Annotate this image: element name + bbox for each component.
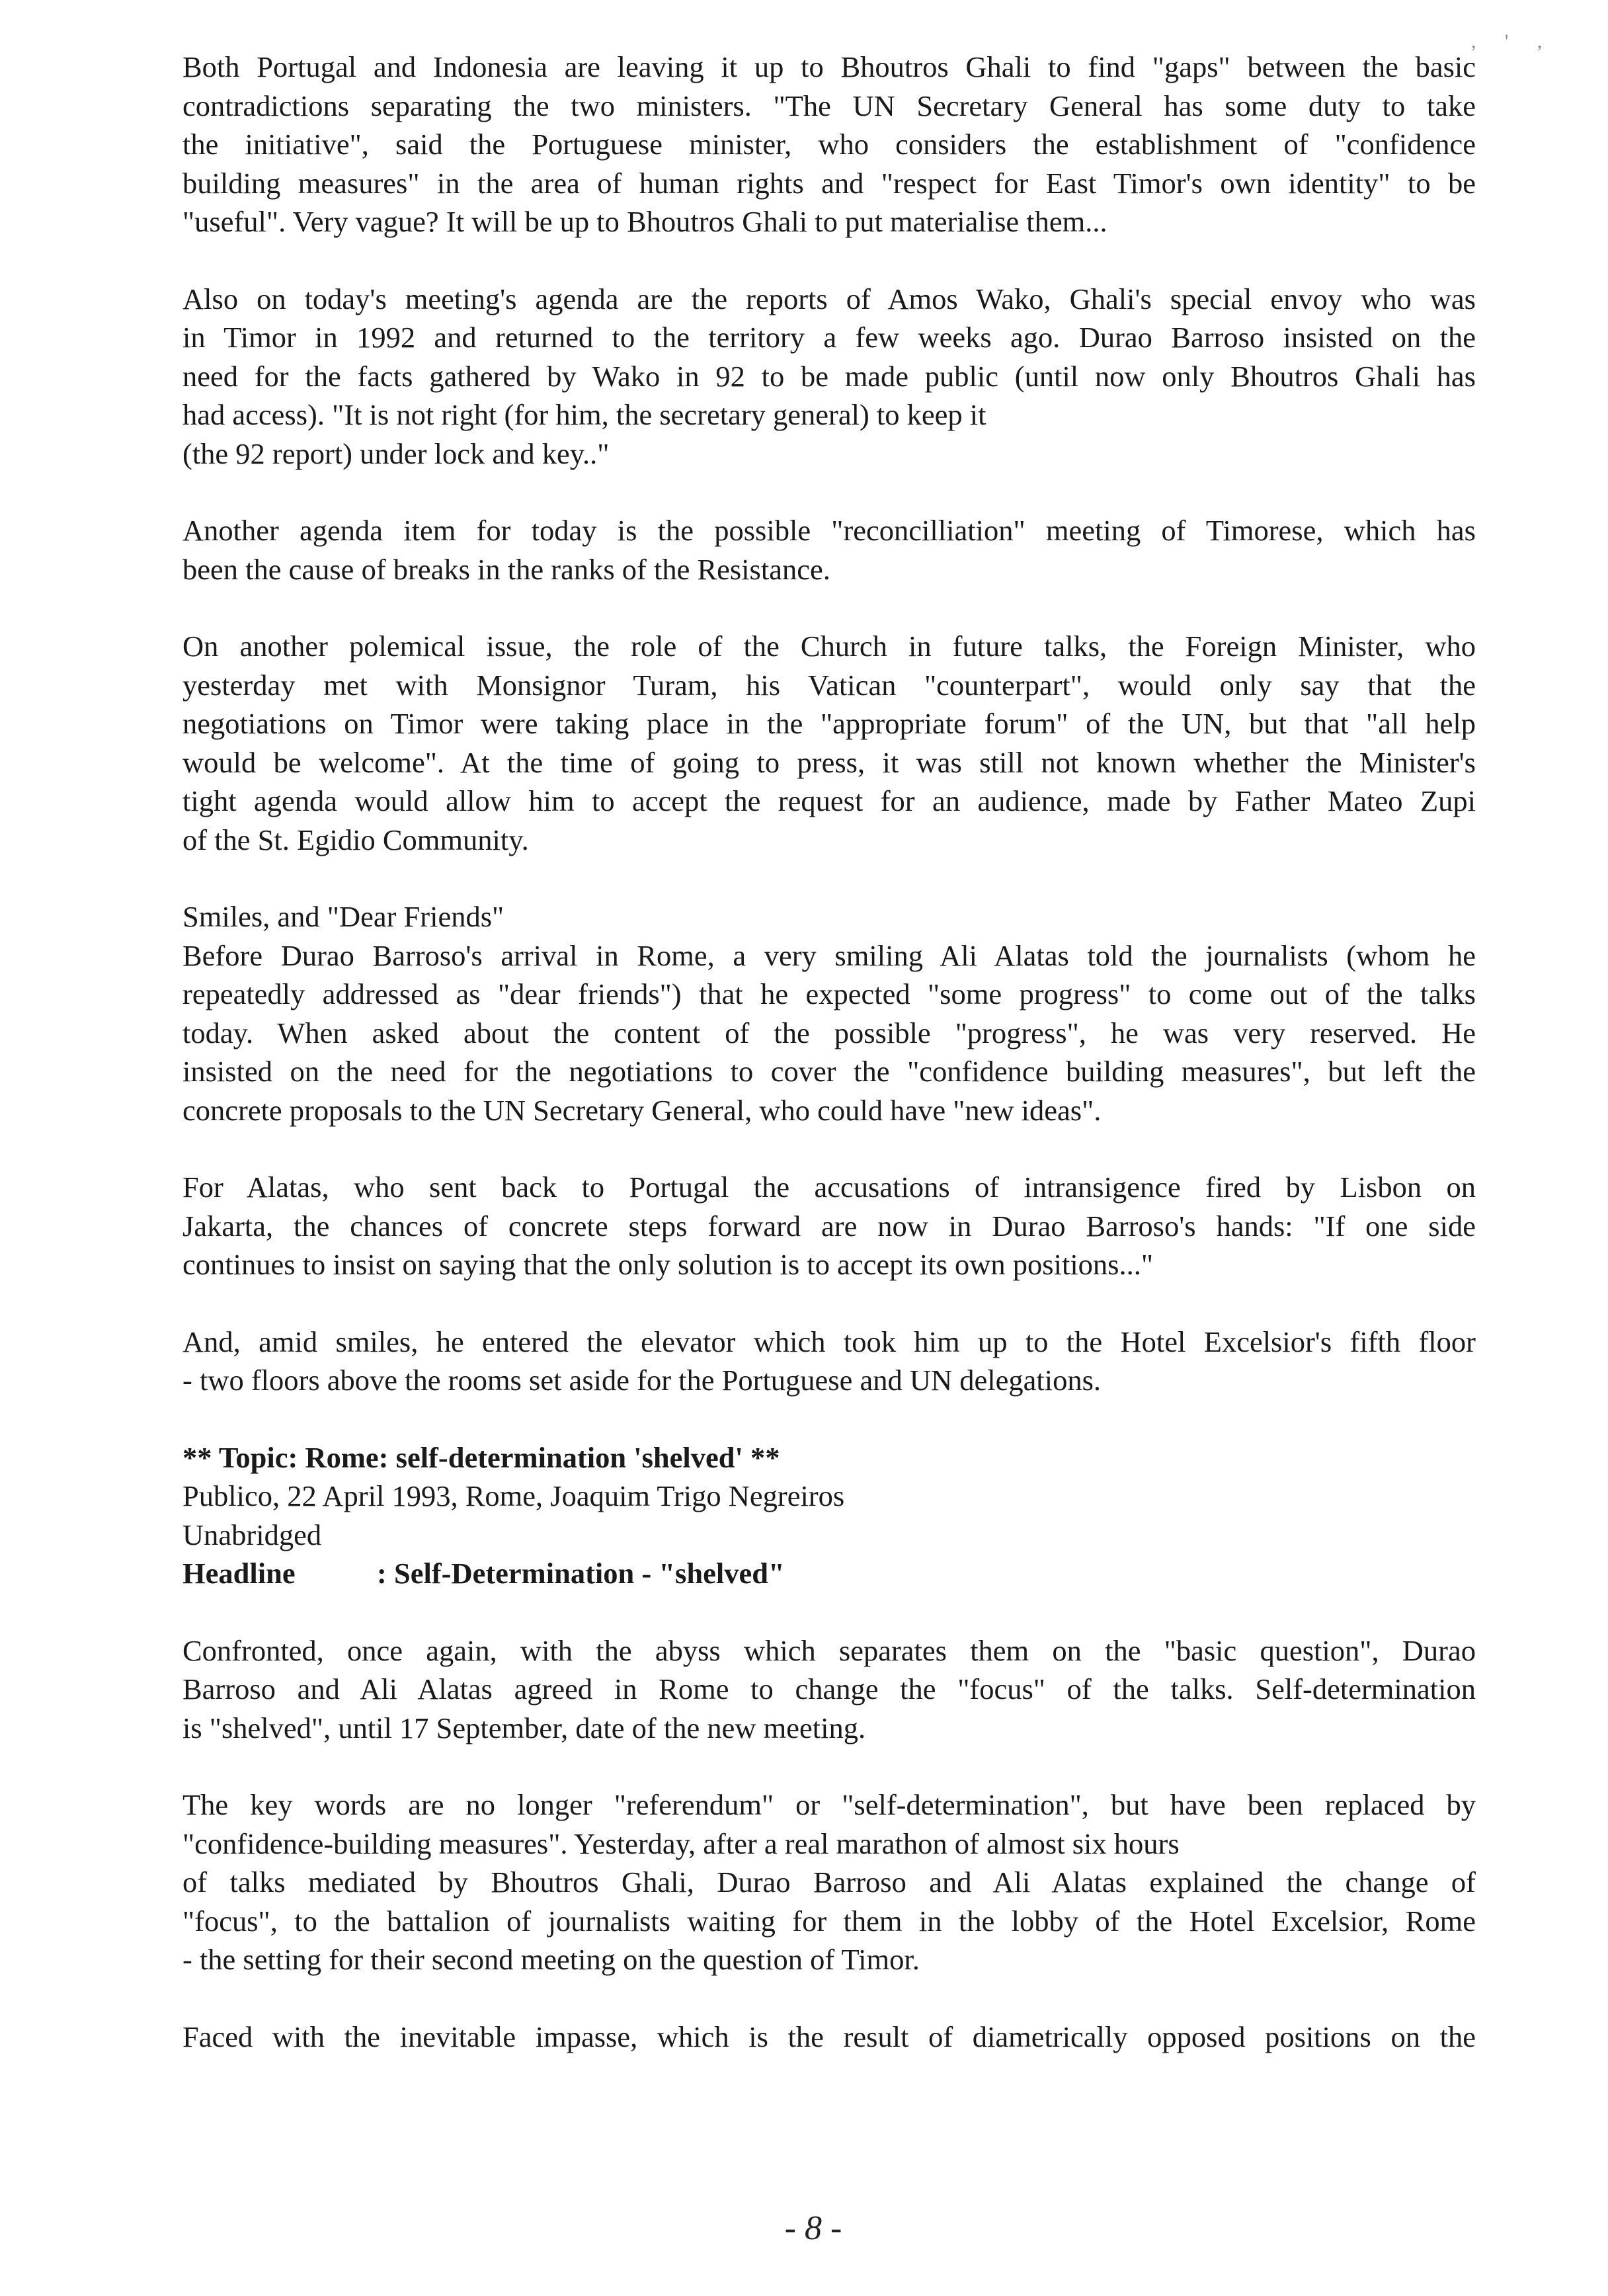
headline-label: Headline: [182, 1557, 296, 1590]
text-line: - two floors above the rooms set aside for the Portuguese and UN delegations.: [182, 1364, 1102, 1397]
paragraph-2: [182, 280, 1476, 473]
text-line: today. When asked about the content of the possible "progress", he was very reserved. He: [182, 1016, 1476, 1049]
text-line: "confidence-building measures". Yesterday, after a real marathon of almost six hours: [182, 1826, 1180, 1860]
text-line: "focus", to the battalion of journalists waiting for them in the lobby of the Hotel Excelsior, Rome: [182, 1904, 1476, 1938]
document-page: [182, 48, 1476, 2056]
text-line: On another polemical issue, the role of the Church in future talks, the Foreign Minister, who: [182, 630, 1476, 663]
article-paragraph-1: [182, 1631, 1476, 1748]
text-line: - the setting for their second meeting on the question of Timor.: [182, 1943, 920, 1976]
paragraph-6: [182, 1168, 1476, 1284]
text-line: the initiative", said the Portuguese minister, who considers the establishment of "confidence: [182, 128, 1476, 161]
text-line: insisted on the need for the negotiations to cover the "confidence building measures", but left the: [182, 1055, 1476, 1088]
text-line: repeatedly addressed as "dear friends") that he expected "some progress" to come out of the talks: [182, 977, 1476, 1010]
text-line: Before Durao Barroso's arrival in Rome, a very smiling Ali Alatas told the journalists (whom he: [182, 938, 1476, 972]
text-line: concrete proposals to the UN Secretary General, who could have "new ideas".: [182, 1093, 1102, 1127]
paragraph-4: [182, 627, 1476, 859]
text-line: Confronted, once again, with the abyss which separates them on the "basic question", Durao: [182, 1633, 1476, 1667]
text-line: Barroso and Ali Alatas agreed in Rome to change the "focus" of the talks. Self-determination: [182, 1672, 1476, 1705]
subheading: Smiles, and "Dear Friends": [182, 900, 504, 933]
text-line: is "shelved", until 17 September, date of the new meeting.: [182, 1711, 866, 1744]
paragraph-3: [182, 511, 1476, 589]
text-line: The key words are no longer "referendum" or "self-determination", but have been replaced by: [182, 1788, 1476, 1821]
scan-marks: , ' ,: [1471, 30, 1554, 52]
page-number: - 8 -: [784, 2209, 842, 2247]
text-line: (the 92 report) under lock and key..": [182, 436, 610, 470]
text-line: need for the facts gathered by Wako in 92 to be made public (until now only Bhoutros Ghali has: [182, 359, 1476, 393]
text-line: of the St. Egidio Community.: [182, 823, 529, 856]
text-line: contradictions separating the two ministers. "The UN Secretary General has some duty to take: [182, 89, 1476, 122]
text-line: continues to insist on saying that the only solution is to accept its own positions...": [182, 1248, 1154, 1281]
article-header: [182, 1438, 1476, 1593]
text-line: tight agenda would allow him to accept the request for an audience, made by Father Mateo Zupi: [182, 784, 1476, 817]
text-line: For Alatas, who sent back to Portugal the accusations of intransigence fired by Lisbon on: [182, 1170, 1476, 1204]
headline-row: [182, 1554, 1476, 1593]
source-line: Publico, 22 April 1993, Rome, Joaquim Trigo Negreiros: [182, 1479, 845, 1512]
topic-heading: ** Topic: Rome: self-determination 'shelved' **: [182, 1440, 780, 1474]
text-line: Another agenda item for today is the possible "reconcilliation" meeting of Timorese, which has: [182, 514, 1476, 547]
text-line: in Timor in 1992 and returned to the territory a few weeks ago. Durao Barroso insisted on the: [182, 321, 1476, 354]
article-paragraph-3: [182, 2018, 1476, 2057]
headline-text: : Self-Determination - "shelved": [377, 1557, 785, 1590]
paragraph-5: [182, 897, 1476, 1129]
unabridged-note: Unabridged: [182, 1518, 322, 1551]
text-line: Jakarta, the chances of concrete steps forward are now in Durao Barroso's hands: "If one side: [182, 1209, 1476, 1243]
text-line: negotiations on Timor were taking place in the "appropriate forum" of the UN, but that "all help: [182, 707, 1476, 740]
text-line: Also on today's meeting's agenda are the reports of Amos Wako, Ghali's special envoy who was: [182, 282, 1476, 315]
paragraph-1: [182, 48, 1476, 241]
text-line: yesterday met with Monsignor Turam, his Vatican "counterpart", would only say that the: [182, 668, 1476, 702]
text-line: Faced with the inevitable impasse, which is the result of diametrically opposed positions on the: [182, 2020, 1476, 2053]
text-line: Both Portugal and Indonesia are leaving it up to Bhoutros Ghali to find "gaps" between the basic: [182, 50, 1476, 83]
text-line: of talks mediated by Bhoutros Ghali, Durao Barroso and Ali Alatas explained the change of: [182, 1866, 1476, 1899]
paragraph-7: [182, 1323, 1476, 1400]
text-line: And, amid smiles, he entered the elevator which took him up to the Hotel Excelsior's fifth floor: [182, 1325, 1476, 1358]
text-line: would be welcome". At the time of going to press, it was still not known whether the Minister's: [182, 745, 1476, 779]
text-line: "useful". Very vague? It will be up to Bhoutros Ghali to put materialise them...: [182, 205, 1107, 238]
text-line: had access). "It is not right (for him, the secretary general) to keep it: [182, 398, 986, 431]
article-paragraph-2: [182, 1785, 1476, 1979]
text-line: building measures" in the area of human rights and "respect for East Timor's own identity" to be: [182, 166, 1476, 200]
text-line: been the cause of breaks in the ranks of the Resistance.: [182, 552, 830, 586]
